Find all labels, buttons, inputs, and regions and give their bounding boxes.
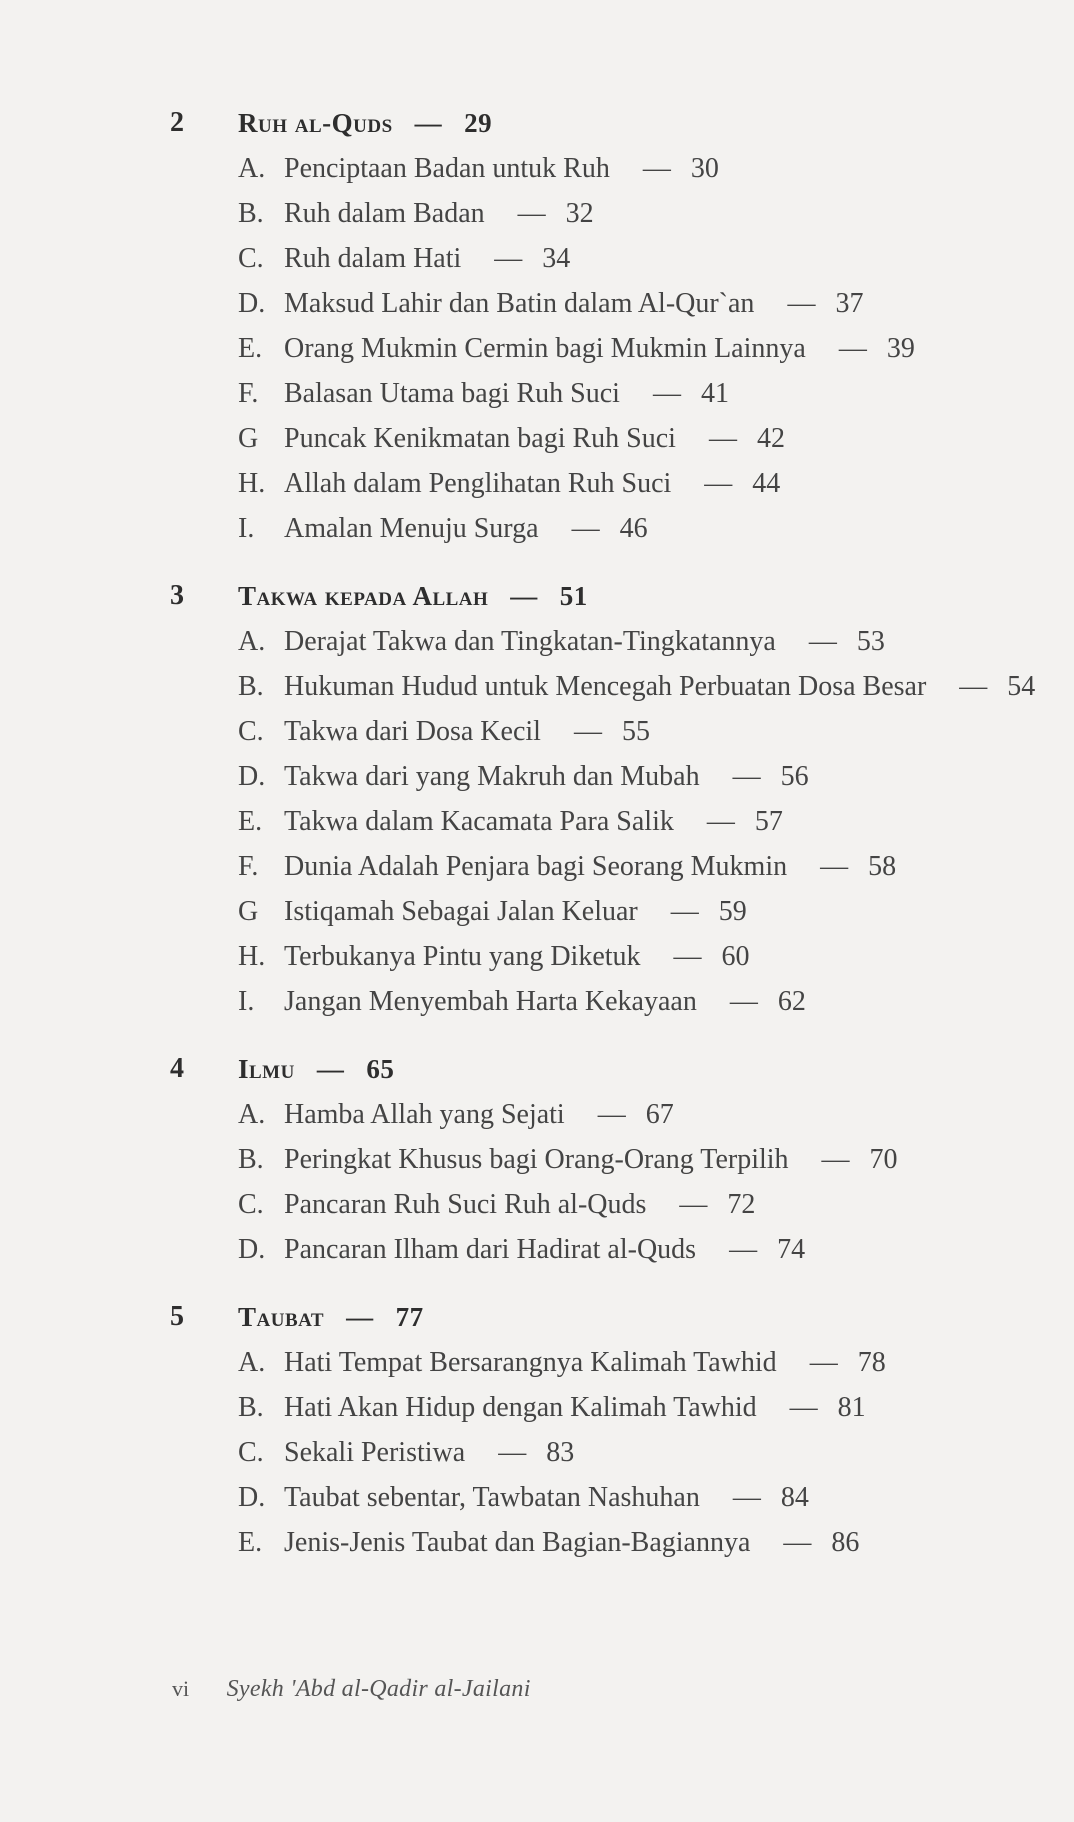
entry-line (284, 461, 1050, 506)
entry-letter: F. (238, 378, 259, 409)
chapter-title-line (238, 1294, 424, 1340)
entry-letter: C. (238, 716, 264, 747)
entry-page-number: 74 (777, 1234, 806, 1265)
toc-chapter (170, 1294, 1060, 1565)
entry-page-number: 59 (718, 896, 747, 927)
chapter-title-line (238, 573, 588, 619)
toc-entry (170, 799, 1060, 844)
entry-line (284, 799, 1050, 844)
entry-line (284, 326, 1050, 371)
entry-title: Jenis-Jenis Taubat dan Bagian-Bagiannya (284, 1527, 751, 1558)
entry-line (284, 1340, 1050, 1385)
separator-dash: — (573, 716, 602, 747)
separator-dash: — (498, 1437, 527, 1468)
toc-entry (170, 844, 1060, 889)
entry-title: Dunia Adalah Penjara bagi Seorang Mukmin (284, 851, 788, 882)
entry-page-number: 62 (777, 986, 806, 1017)
entry-letter: B. (238, 1144, 264, 1175)
entry-title: Amalan Menuju Surga (284, 513, 539, 544)
toc-entry (170, 664, 1060, 709)
chapter-title: Takwa kepada Allah (238, 581, 489, 611)
separator-dash: — (673, 941, 702, 972)
separator-dash: — (783, 1527, 812, 1558)
chapter-title-line (238, 1046, 394, 1092)
toc-entry (170, 1430, 1060, 1475)
chapter-number: 3 (170, 580, 184, 611)
entry-page-number: 58 (868, 851, 897, 882)
entry-line (284, 1182, 1050, 1227)
entry-letter: D. (238, 288, 266, 319)
chapter-title: Ilmu (238, 1054, 295, 1084)
toc-entry (170, 461, 1060, 506)
separator-dash: — (787, 288, 816, 319)
entry-letter: D. (238, 761, 266, 792)
entry-letter: H. (238, 468, 266, 499)
separator-dash: — (494, 243, 523, 274)
separator-dash: — (729, 986, 758, 1017)
entry-title: Hukuman Hudud untuk Mencegah Perbuatan Dosa Besar (284, 671, 927, 702)
entry-title: Pancaran Ilham dari Hadirat al-Quds (284, 1234, 697, 1265)
toc-entry (170, 1182, 1060, 1227)
entry-page-number: 78 (857, 1347, 886, 1378)
entry-line (284, 979, 1050, 1024)
toc-chapter (170, 1046, 1060, 1272)
separator-dash: — (708, 423, 737, 454)
separator-dash: — (517, 198, 546, 229)
toc-entry (170, 889, 1060, 934)
entry-title: Maksud Lahir dan Batin dalam Al-Qur`an (284, 288, 755, 319)
entry-page-number: 67 (645, 1099, 674, 1130)
separator-dash: — (652, 378, 681, 409)
entry-page-number: 84 (780, 1482, 809, 1513)
entry-title: Sekali Peristiwa (284, 1437, 466, 1468)
separator-dash: — (732, 1482, 761, 1513)
separator-dash: — (571, 513, 600, 544)
entry-title: Puncak Kenikmatan bagi Ruh Suci (284, 423, 676, 454)
toc-entry (170, 1520, 1060, 1565)
separator-dash: — (729, 1234, 758, 1265)
entry-page-number: 83 (546, 1437, 575, 1468)
entry-line (284, 1520, 1050, 1565)
entry-page-number: 41 (700, 378, 729, 409)
toc-entry (170, 326, 1060, 371)
separator-dash: — (706, 806, 735, 837)
entry-title: Orang Mukmin Cermin bagi Mukmin Lainnya (284, 333, 806, 364)
footer-author: Syekh 'Abd al-Qadir al-Jailani (226, 1676, 531, 1702)
entry-title: Ruh dalam Hati (284, 243, 462, 274)
separator-dash: — (414, 108, 443, 138)
entry-page-number: 53 (856, 626, 885, 657)
entry-line (284, 1227, 1050, 1272)
entry-line (284, 664, 1050, 709)
toc-entry (170, 934, 1060, 979)
toc-entry (170, 236, 1060, 281)
entry-title: Takwa dari yang Makruh dan Mubah (284, 761, 700, 792)
chapter-page-number: 51 (559, 581, 588, 611)
entry-letter: E. (238, 806, 263, 837)
chapter-page-number: 77 (395, 1302, 424, 1332)
entry-letter: G (238, 896, 259, 927)
toc-entry (170, 1385, 1060, 1430)
separator-dash: — (732, 761, 761, 792)
entry-title: Jangan Menyembah Harta Kekayaan (284, 986, 697, 1017)
entry-line (284, 709, 1050, 754)
entry-letter: G (238, 423, 259, 454)
chapter-title-line (238, 100, 492, 146)
chapter-title: Ruh al-Quds (238, 108, 393, 138)
toc-entry (170, 416, 1060, 461)
entry-title: Terbukanya Pintu yang Diketuk (284, 941, 641, 972)
footer-page-number: vi (172, 1676, 190, 1701)
entry-page-number: 42 (756, 423, 785, 454)
entry-letter: D. (238, 1482, 266, 1513)
entry-page-number: 70 (869, 1144, 898, 1175)
separator-dash: — (670, 896, 699, 927)
chapter-heading (170, 1294, 1060, 1340)
entry-page-number: 56 (780, 761, 809, 792)
chapter-number: 2 (170, 107, 184, 138)
entry-letter: D. (238, 1234, 266, 1265)
entry-page-number: 32 (565, 198, 594, 229)
entry-page-number: 81 (837, 1392, 866, 1423)
toc-entry (170, 1092, 1060, 1137)
entry-line (284, 146, 1050, 191)
entry-title: Hati Akan Hidup dengan Kalimah Tawhid (284, 1392, 757, 1423)
entry-title: Hamba Allah yang Sejati (284, 1099, 565, 1130)
entry-page-number: 39 (886, 333, 915, 364)
toc-entry (170, 709, 1060, 754)
separator-dash: — (597, 1099, 626, 1130)
entry-title: Takwa dari Dosa Kecil (284, 716, 541, 747)
entry-line (284, 371, 1050, 416)
entry-page-number: 34 (542, 243, 571, 274)
entry-title: Derajat Takwa dan Tingkatan-Tingkatannya (284, 626, 776, 657)
table-of-contents (170, 100, 1060, 1587)
entry-line (284, 281, 1050, 326)
separator-dash: — (510, 581, 538, 611)
entry-line (284, 1385, 1050, 1430)
entry-title: Balasan Utama bagi Ruh Suci (284, 378, 620, 409)
entry-page-number: 54 (1007, 671, 1036, 702)
separator-dash: — (959, 671, 988, 702)
entry-line (284, 934, 1050, 979)
toc-entry (170, 1227, 1060, 1272)
chapter-title: Taubat (238, 1302, 325, 1332)
entry-letter: A. (238, 1099, 266, 1130)
toc-entry (170, 1475, 1060, 1520)
chapter-heading (170, 1046, 1060, 1092)
entry-title: Penciptaan Badan untuk Ruh (284, 153, 610, 184)
entry-title: Istiqamah Sebagai Jalan Keluar (284, 896, 638, 927)
toc-entry (170, 1137, 1060, 1182)
entry-page-number: 30 (690, 153, 719, 184)
entry-letter: B. (238, 671, 264, 702)
page-footer (172, 1676, 531, 1703)
entry-letter: A. (238, 626, 266, 657)
entry-line (284, 1092, 1050, 1137)
entry-line (284, 191, 1050, 236)
chapter-heading (170, 100, 1060, 146)
entry-line (284, 844, 1050, 889)
separator-dash: — (809, 1347, 838, 1378)
entry-letter: H. (238, 941, 266, 972)
chapter-page-number: 65 (366, 1054, 395, 1084)
entry-line (284, 1475, 1050, 1520)
entry-page-number: 72 (727, 1189, 756, 1220)
toc-entry (170, 1340, 1060, 1385)
separator-dash: — (679, 1189, 708, 1220)
entry-title: Hati Tempat Bersarangnya Kalimah Tawhid (284, 1347, 777, 1378)
separator-dash: — (838, 333, 867, 364)
separator-dash: — (346, 1302, 374, 1332)
separator-dash: — (642, 153, 671, 184)
entry-letter: A. (238, 153, 266, 184)
entry-page-number: 55 (621, 716, 650, 747)
entry-page-number: 57 (754, 806, 783, 837)
entry-letter: I. (238, 986, 255, 1017)
separator-dash: — (704, 468, 733, 499)
entry-letter: I. (238, 513, 255, 544)
toc-entry (170, 146, 1060, 191)
chapter-number: 5 (170, 1301, 184, 1332)
toc-entry (170, 371, 1060, 416)
toc-entry (170, 979, 1060, 1024)
entry-letter: A. (238, 1347, 266, 1378)
entry-line (284, 619, 1050, 664)
entry-line (284, 1430, 1050, 1475)
entry-letter: B. (238, 1392, 264, 1423)
entry-page-number: 44 (752, 468, 781, 499)
entry-letter: C. (238, 243, 264, 274)
toc-entry (170, 754, 1060, 799)
chapter-page-number: 29 (464, 108, 493, 138)
entry-line (284, 416, 1050, 461)
entry-line (284, 889, 1050, 934)
entry-line (284, 506, 1050, 551)
entry-title: Taubat sebentar, Tawbatan Nashuhan (284, 1482, 700, 1513)
entry-title: Allah dalam Penglihatan Ruh Suci (284, 468, 672, 499)
entry-line (284, 754, 1050, 799)
entry-letter: C. (238, 1189, 264, 1220)
entry-title: Peringkat Khusus bagi Orang-Orang Terpilih (284, 1144, 789, 1175)
separator-dash: — (316, 1054, 345, 1084)
entry-letter: C. (238, 1437, 264, 1468)
entry-line (284, 1137, 1050, 1182)
separator-dash: — (820, 851, 849, 882)
separator-dash: — (789, 1392, 818, 1423)
separator-dash: — (821, 1144, 850, 1175)
entry-letter: F. (238, 851, 259, 882)
chapter-number: 4 (170, 1053, 184, 1084)
entry-page-number: 46 (619, 513, 648, 544)
separator-dash: — (808, 626, 837, 657)
entry-page-number: 86 (831, 1527, 860, 1558)
entry-letter: E. (238, 333, 263, 364)
entry-title: Takwa dalam Kacamata Para Salik (284, 806, 674, 837)
entry-letter: E. (238, 1527, 263, 1558)
toc-chapter (170, 573, 1060, 1024)
entry-title: Ruh dalam Badan (284, 198, 485, 229)
entry-line (284, 236, 1050, 281)
toc-chapter (170, 100, 1060, 551)
entry-letter: B. (238, 198, 264, 229)
entry-page-number: 60 (721, 941, 750, 972)
entry-title: Pancaran Ruh Suci Ruh al-Quds (284, 1189, 647, 1220)
toc-entry (170, 619, 1060, 664)
toc-entry (170, 191, 1060, 236)
toc-entry (170, 506, 1060, 551)
toc-entry (170, 281, 1060, 326)
entry-page-number: 37 (835, 288, 864, 319)
chapter-heading (170, 573, 1060, 619)
